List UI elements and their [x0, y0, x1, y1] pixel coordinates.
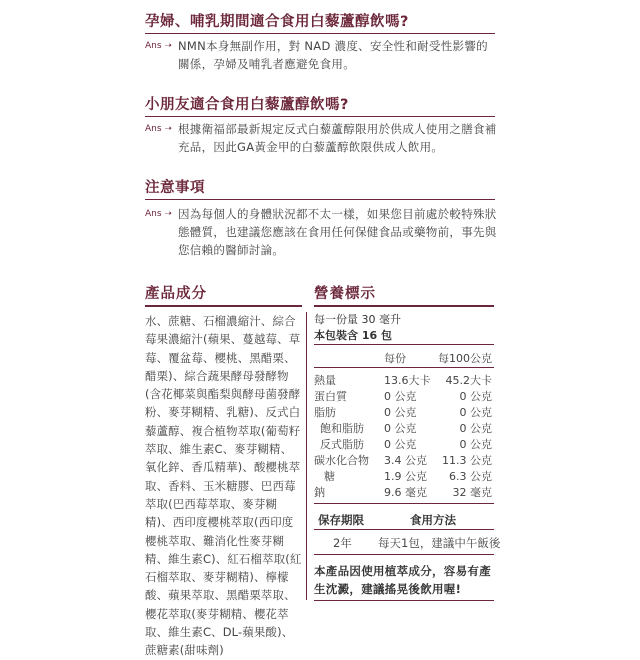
column-divider: [306, 312, 307, 600]
nutrient-name: 飽和脂肪: [320, 422, 364, 435]
shake-note: 本產品因使用植萃成分，容易有產生沈澱，建議搖晃後飲用喔!: [314, 564, 491, 596]
faq-divider-2: [145, 116, 495, 117]
nutrition-row: [314, 452, 494, 466]
nutrient-name: 脂肪: [314, 406, 336, 419]
faq-divider-3: [145, 199, 495, 200]
nutrient-name: 蛋白質: [314, 390, 347, 403]
nutrition-underline: [314, 305, 494, 307]
faq-answer-3: 因為每個人的身體狀況都不太一樣，如果您目前處於較特殊狀態體質，也建議您應該在食用任何保健食品或藥物前，事先與您信賴的醫師討論。: [178, 207, 497, 257]
col-per-serving: 每份: [384, 352, 406, 365]
nutrient-per-serving: 0 公克: [384, 422, 417, 435]
nutrient-name: 糖: [324, 470, 335, 483]
nutrient-name: 碳水化合物: [314, 454, 369, 467]
faq-question-3: 注意事項: [145, 180, 205, 196]
nutrition-row: [314, 388, 494, 402]
ingredients-title: 產品成分: [145, 286, 207, 302]
ingredients-text: 水、蔗糖、石榴濃縮汁、綜合莓果濃縮汁(蘋果、蔓越莓、草莓、覆盆莓、櫻桃、黑醋栗、醋栗)、綜合蔬果酵母發酵物(含花椰菜與酯梨與酵母菌發酵粉、麥芽糊精、乳糖)、反式白藜蘆醇、複合植物萃取(葡萄籽萃取、維生素C、麥芽糊精、氧化鋅、香瓜精華)、酸櫻桃萃取、香料、玉米糖膠、巴西莓萃取(巴西莓萃取、麥芽糊精)、西印度櫻桃萃取(西印度櫻桃萃取、難消化性麥芽糊精、維生素C)、紅石榴萃取(紅石榴萃取、麥芽糊精)、檸檬酸、蘋果萃取、黑醋栗萃取、櫻花萃取(麥芽糊精、櫻花萃取、維生素C、DL-蘋果酸)、蔗糖素(甜味劑): [145, 314, 302, 658]
faq-question-2: 小朋友適合食用白藜蘆醇飲嗎?: [145, 97, 349, 113]
nutrient-name: 熱量: [314, 374, 336, 387]
nutrient-per-100: 0 公克: [459, 422, 492, 435]
ans-label-3: Ans ➝: [145, 209, 172, 219]
nutrition-row: [314, 404, 494, 418]
nutrition-rule-1: [314, 344, 494, 345]
nutrient-per-100: 45.2大卡: [445, 374, 492, 387]
nutrient-per-serving: 13.6大卡: [384, 374, 431, 387]
nutrient-per-100: 6.3 公克: [449, 470, 492, 483]
nutrient-per-serving: 1.9 公克: [384, 470, 427, 483]
ingredients-underline: [145, 305, 302, 307]
nutrition-header-row: [314, 350, 494, 364]
nutrition-title: 營養標示: [314, 286, 376, 302]
nutrition-row: [314, 372, 494, 386]
usage-value: 每天1包，建議中午飯後: [378, 536, 501, 550]
nutrient-name: 鈉: [314, 486, 325, 499]
nutrition-row: [314, 484, 494, 498]
nutrition-rule-3: [314, 503, 494, 504]
nutrient-per-100: 11.3 公克: [442, 454, 492, 467]
ans-label-1: Ans ➝: [145, 41, 172, 51]
faq-answer-2: 根據衛福部最新規定反式白藜蘆醇限用於供成人使用之膳食補充品，因此GA黃金甲的白藜蘆醇飲限供成人飲用。: [178, 122, 497, 154]
nutrient-per-serving: 0 公克: [384, 406, 417, 419]
nutrient-per-serving: 9.6 毫克: [384, 486, 427, 499]
nutrient-per-serving: 3.4 公克: [384, 454, 427, 467]
nutrient-per-100: 0 公克: [459, 438, 492, 451]
shelf-life-label: 保存期限: [318, 513, 364, 527]
nutrition-row: [314, 436, 494, 450]
storage-rule-2: [314, 554, 494, 555]
note-rule: [314, 600, 494, 601]
faq-divider-1: [145, 33, 495, 34]
shelf-life-value: 2年: [333, 536, 352, 550]
nutrient-per-100: 0 公克: [459, 390, 492, 403]
nutrient-per-100: 0 公克: [459, 406, 492, 419]
serving-size: 每一份量 30 毫升: [314, 313, 401, 326]
storage-rule-1: [314, 529, 494, 530]
ans-label-2: Ans ➝: [145, 124, 172, 134]
nutrition-rule-2: [314, 367, 494, 368]
nutrition-row: [314, 420, 494, 434]
nutrient-per-serving: 0 公克: [384, 390, 417, 403]
col-per-100: 每100公克: [438, 352, 492, 365]
usage-label: 食用方法: [410, 513, 456, 527]
faq-answer-1: NMN本身無副作用，對 NAD 濃度、安全性和耐受性影響的關係，孕婦及哺乳者應避免食用。: [178, 39, 488, 71]
nutrient-per-serving: 0 公克: [384, 438, 417, 451]
faq-question-1: 孕婦、哺乳期間適合食用白藜蘆醇飲嗎?: [145, 14, 409, 30]
nutrient-name: 反式脂肪: [320, 438, 364, 451]
package-count: 本包裝含 16 包: [314, 329, 392, 342]
nutrition-row: [314, 468, 494, 482]
nutrient-per-100: 32 毫克: [452, 486, 492, 499]
